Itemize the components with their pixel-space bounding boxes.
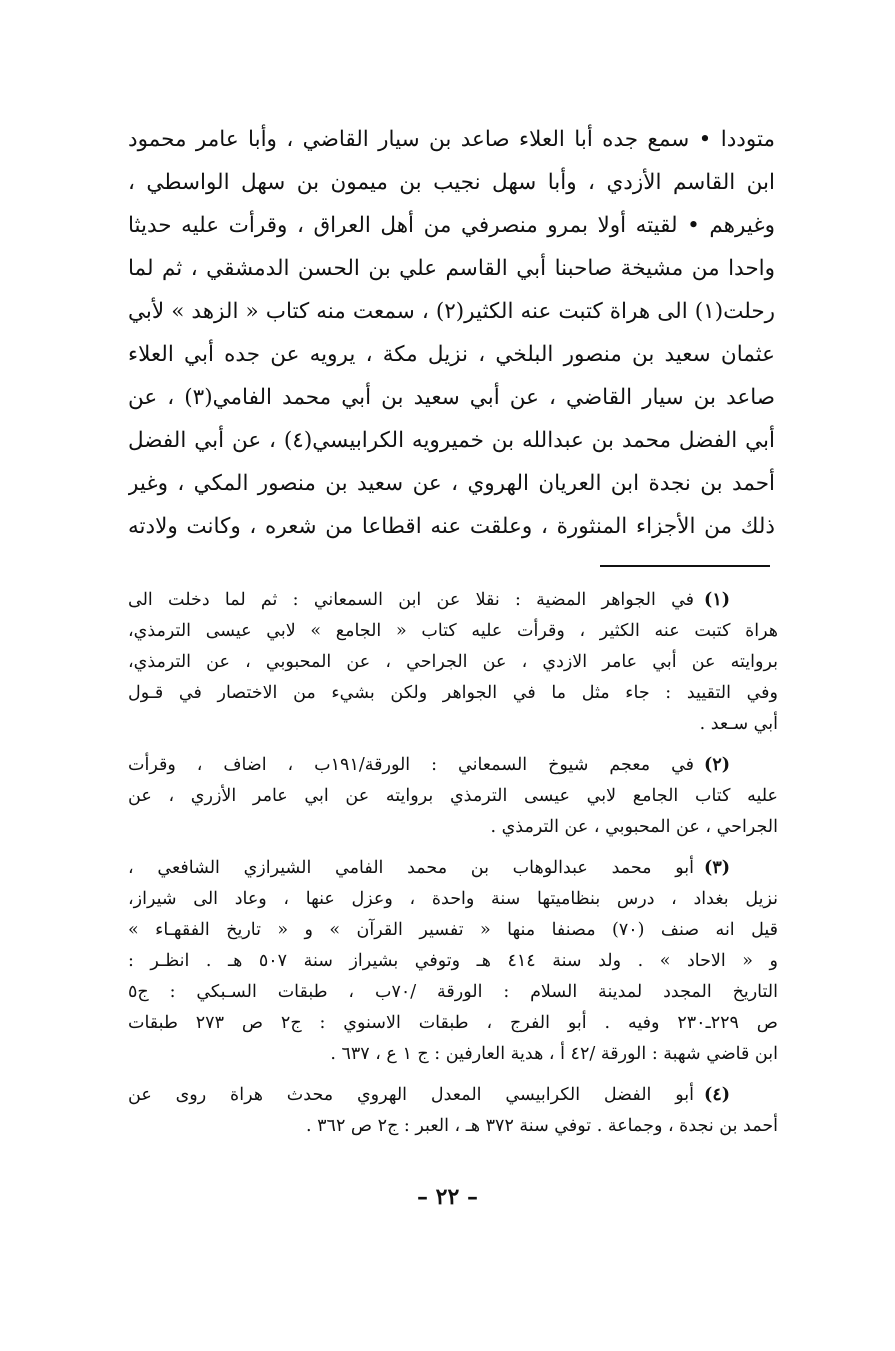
- footnote-2: [128, 750, 778, 843]
- main-text-line: أحمد بن نجدة ابن العريان الهروي ، عن سعيد بن منصور المكي ، وغير: [128, 471, 775, 496]
- footnote-divider: [600, 565, 770, 567]
- main-text-line: صاعد بن سيار القاضي ، عن أبي سعيد بن أبي محمد الفامي(٣) ، عن: [128, 385, 775, 410]
- main-text-line: ذلك من الأجزاء المنثورة ، وعلقت عنه اقطاعا من شعره ، وكانت ولادته: [128, 514, 775, 539]
- main-text-line: أبي الفضل محمد بن عبدالله بن خميرويه الكرابيسي(٤) ، عن أبي الفضل: [128, 428, 775, 453]
- footnote-number: (٤): [704, 1085, 730, 1105]
- main-text-line: واحدا من مشيخة صاحبنا أبي القاسم علي بن الحسن الدمشقي ، ثم لما: [128, 256, 775, 281]
- footnote-line: [128, 750, 778, 781]
- footnote-line: و « الاحاد » . ولد سنة ٤١٤ هـ وتوفي بشيراز سنة ٥٠٧ هـ . انظـر :: [128, 951, 778, 971]
- footnote-1: [128, 585, 778, 740]
- footnote-3: [128, 853, 778, 1070]
- footnotes-block: [128, 585, 778, 1152]
- footnote-line: ص ٢٢٩ـ٢٣٠ وفيه . أبو الفرج ، طبقات الاسنوي : ج٢ ص ٢٧٣ طبقات: [128, 1013, 778, 1033]
- page-number: – ٢٢ –: [417, 1184, 478, 1210]
- footnote-line: [128, 1080, 778, 1111]
- footnote-line: بروايته عن أبي عامر الازدي ، عن الجراحي ، عن المحبوبي ، عن الترمذي،: [128, 652, 778, 672]
- footnote-text: في معجم شيوخ السمعاني : الورقة/١٩١ب ، اضاف ، وقرأت: [128, 755, 695, 775]
- footnote-line: [128, 853, 778, 884]
- footnote-4: [128, 1080, 778, 1142]
- footnote-number: (٣): [704, 858, 730, 878]
- footnote-line: ابن قاضي شهبة : الورقة /٤٢ أ ، هدية العارفين : ج ١ ع ، ٦٣٧ .: [330, 1044, 778, 1064]
- main-text-line: ابن القاسم الأزدي ، وأبا سهل نجيب بن ميمون بن سهل الواسطي ،: [128, 170, 775, 195]
- footnote-number: (٢): [704, 755, 731, 775]
- main-text-line: عثمان سعيد بن منصور البلخي ، نزيل مكة ، يرويه عن جده أبي العلاء: [128, 342, 775, 367]
- footnote-text: في الجواهر المضية : نقلا عن ابن السمعاني : ثم لما دخلت الى: [128, 590, 695, 610]
- footnote-line: نزيل بغداد ، درس بنظاميتها سنة واحدة ، وعزل عنها ، وعاد الى شيراز،: [128, 889, 778, 909]
- footnote-line: أبي سـعد .: [699, 714, 778, 734]
- footnote-line: التاريخ المجدد لمدينة السلام : الورقة /٧٠ب ، طبقات السـبكي : ج٥: [128, 982, 778, 1002]
- main-text-line: متوددا • سمع جده أبا العلاء صاعد بن سيار القاضي ، وأبا عامر محمود: [128, 127, 775, 152]
- footnote-text: أبو الفضل الكرابيسي المعدل الهروي محدث هراة روى عن: [128, 1085, 695, 1105]
- footnote-line: [128, 585, 778, 616]
- main-text-line: وغيرهم • لقيته أولا بمرو منصرفي من أهل العراق ، وقرأت عليه حديثا: [128, 213, 775, 238]
- footnote-line: عليه كتاب الجامع لابي عيسى الترمذي بروايته عن ابي عامر الأزري ، عن: [128, 786, 778, 806]
- footnote-line: وفي التقييد : جاء مثل ما في الجواهر ولكن بشيء من الاختصار في قـول: [128, 683, 778, 703]
- footnote-line: الجراحي ، عن المحبوبي ، عن الترمذي .: [490, 817, 778, 837]
- footnote-text: أبو محمد عبدالوهاب بن محمد الفامي الشيرازي الشافعي ،: [128, 858, 695, 878]
- footnote-line: أحمد بن نجدة ، وجماعة . توفي سنة ٣٧٢ هـ ، العبر : ج٢ ص ٣٦٢ .: [306, 1116, 778, 1136]
- footnote-line: قيل انه صنف (٧٠) مصنفا منها « تفسير القرآن » و « تاريخ الفقهـاء »: [128, 920, 778, 940]
- main-text-line: رحلت(١) الى هراة كتبت عنه الكثير(٢) ، سمعت منه كتاب « الزهد » لأبي: [128, 299, 775, 324]
- footnote-number: (١): [704, 590, 730, 610]
- main-text-block: [128, 118, 775, 548]
- footnote-line: هراة كتبت عنه الكثير ، وقرأت عليه كتاب « الجامع » لابي عيسى الترمذي،: [128, 621, 778, 641]
